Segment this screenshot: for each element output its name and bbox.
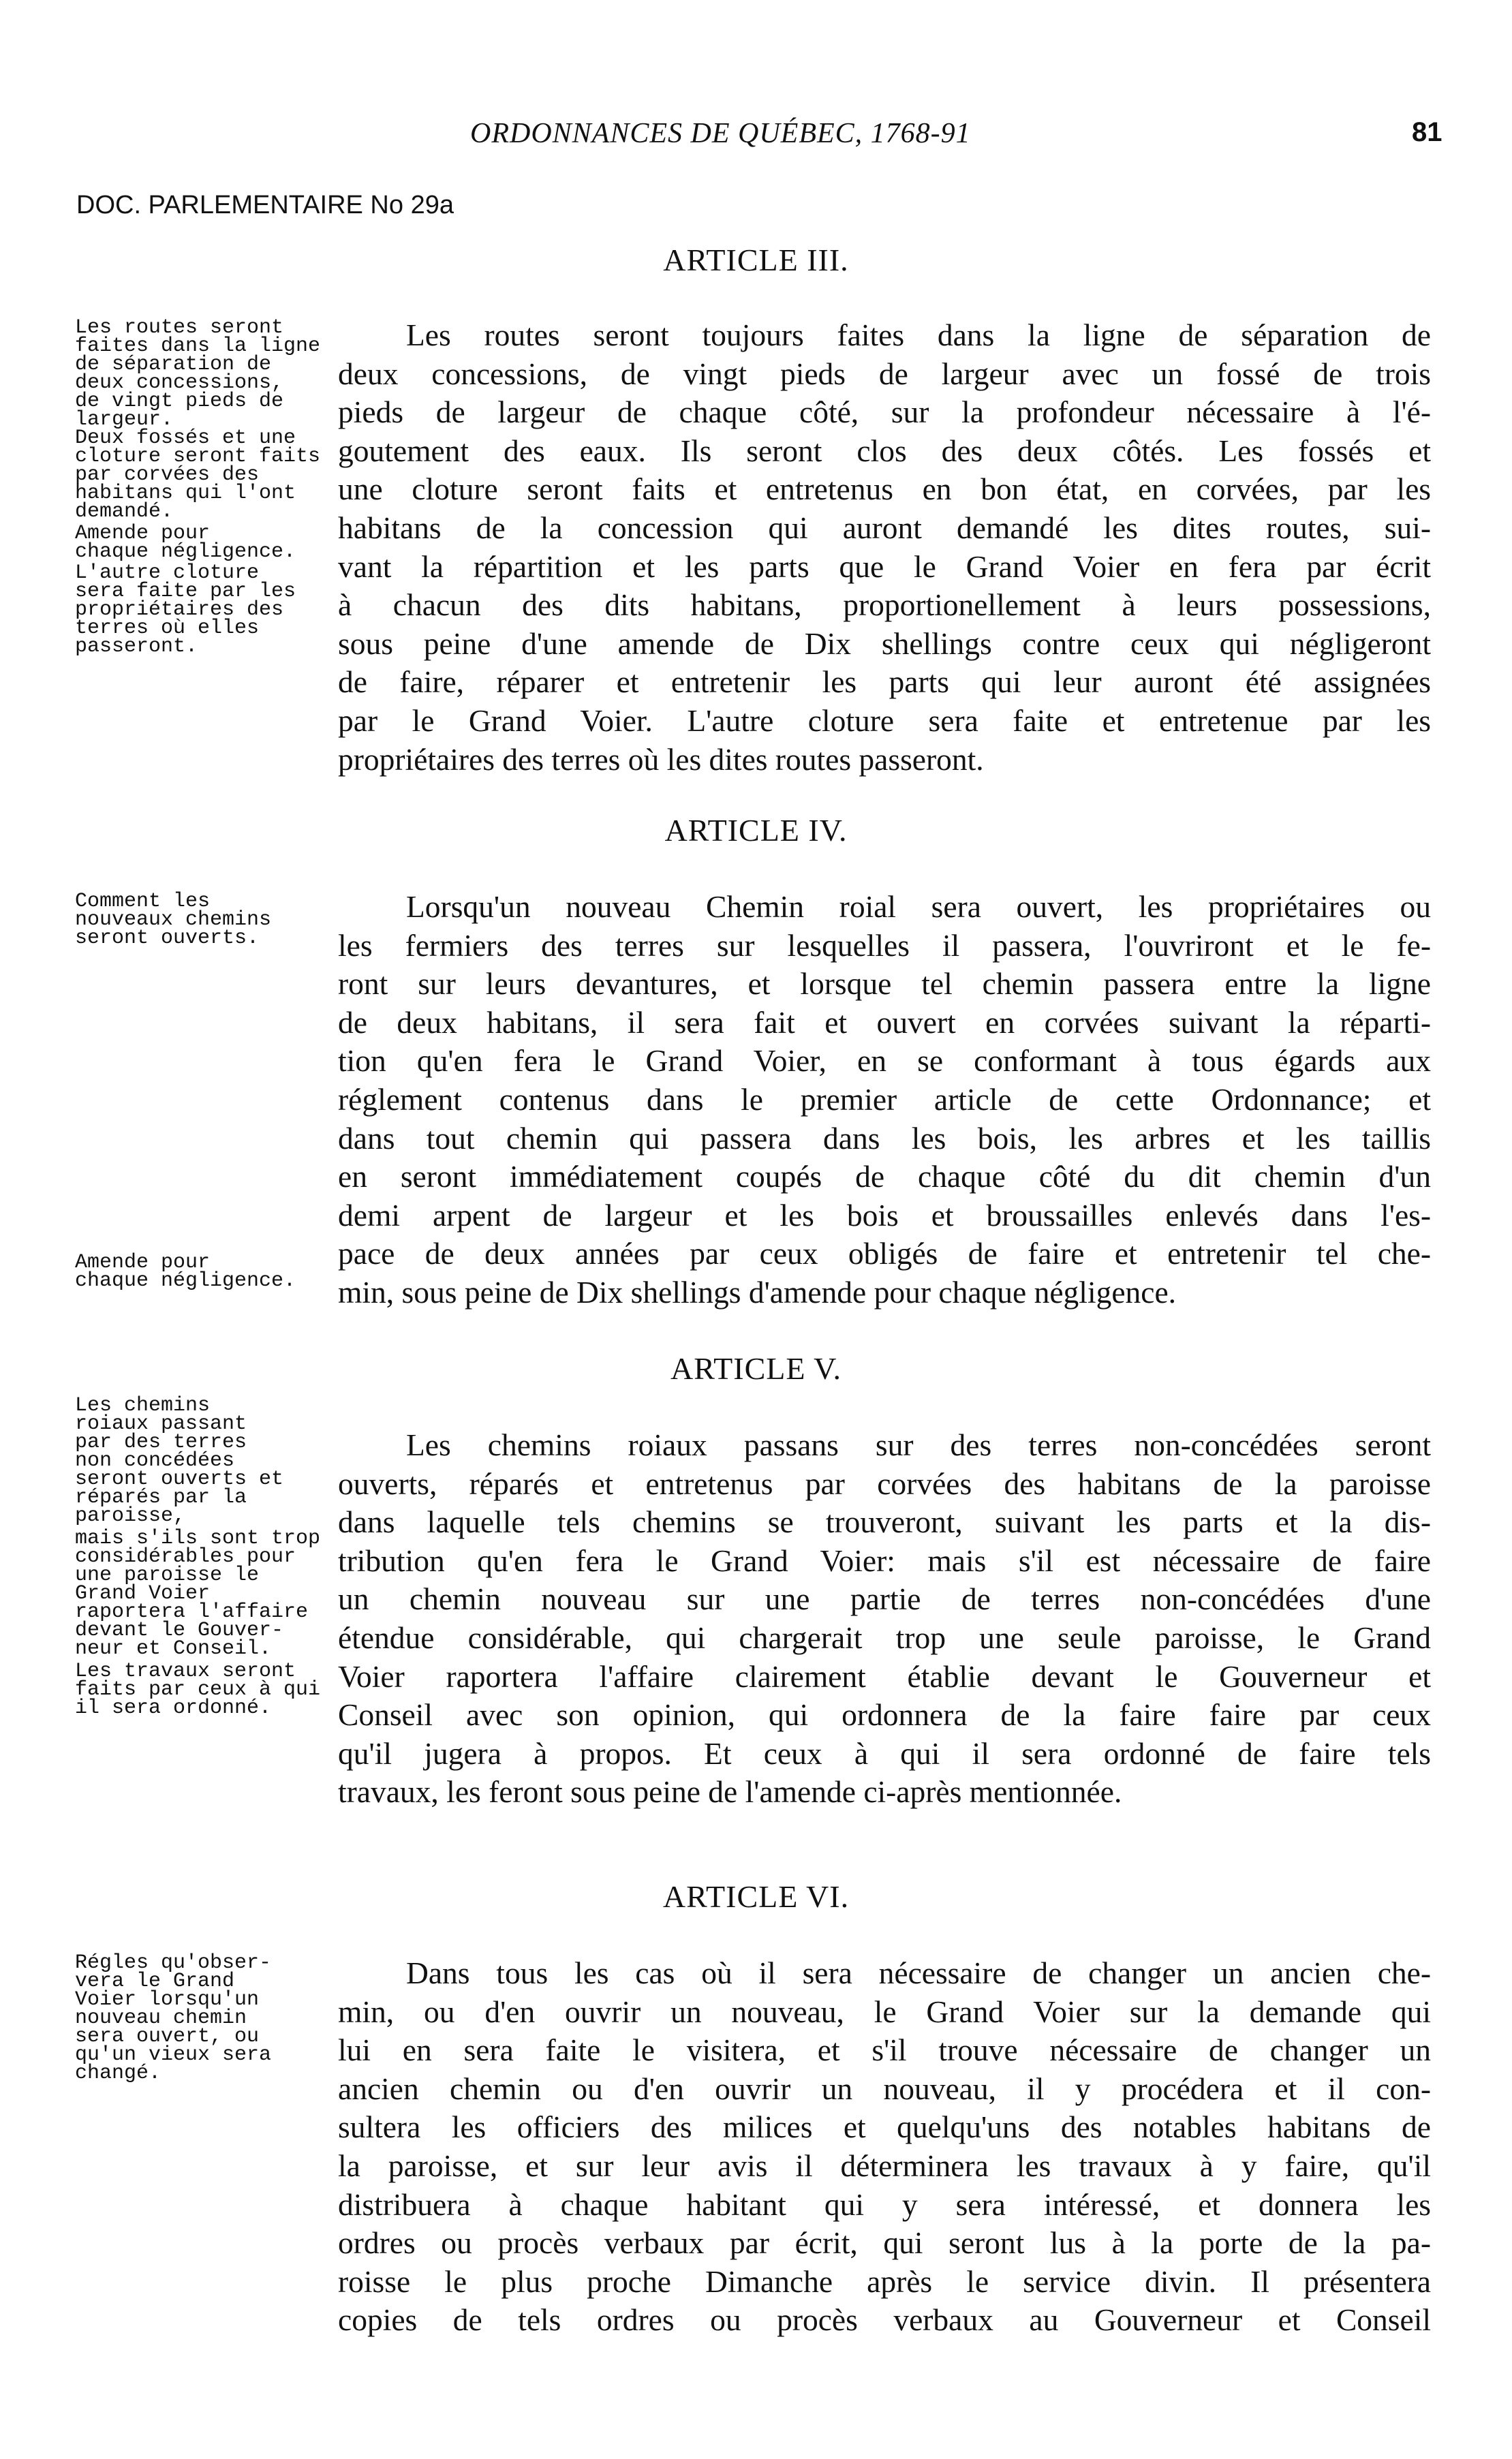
text-line: de faire, réparer et entretenir les parts qui leur auront été assignées: [338, 664, 1431, 700]
margin-note-line: paroisse,: [75, 1504, 186, 1528]
margin-note-line: Les chemins: [75, 1394, 211, 1417]
margin-note-line: faites dans la ligne: [75, 335, 321, 358]
text-line: sous peine d'une amende de Dix shellings contre ceux qui négligeront: [338, 625, 1431, 661]
margin-note-line: seront ouverts et: [75, 1468, 284, 1491]
text-line: Conseil avec son opinion, qui ordonnera de la faire faire par ceux: [338, 1697, 1431, 1733]
text-line: propriétaires des terres où les dites routes passeront.: [338, 741, 984, 777]
margin-note-line: il sera ordonné.: [75, 1697, 272, 1720]
text-line: ouverts, réparés et entretenus par corvées des habitans de la paroisse: [338, 1466, 1431, 1501]
article-4-heading: ARTICLE IV.: [664, 813, 848, 848]
margin-note-line: largeur.: [75, 408, 174, 431]
margin-note-line: sera ouvert, ou: [75, 2025, 260, 2048]
text-line: Les chemins roiaux passans sur des terres non-concédées seront: [406, 1427, 1431, 1462]
text-line: à chacun des dits habitans, proportionellement à leurs possessions,: [338, 587, 1431, 623]
text-line: une cloture seront faits et entretenus en bon état, en corvées, par les: [338, 471, 1431, 507]
text-line: dans laquelle tels chemins se trouveront, suivant les parts et la dis-: [338, 1504, 1431, 1540]
article-6-body: [338, 1954, 1431, 2340]
margin-note-line: Régles qu'obser-: [75, 1951, 272, 1975]
text-line: en seront immédiatement coupés de chaque côté du dit chemin d'un: [338, 1159, 1431, 1194]
article-3-heading: ARTICLE III.: [663, 243, 849, 277]
margin-note-line: par corvées des: [75, 463, 260, 486]
margin-note: [75, 1662, 334, 1718]
margin-note-line: de vingt pieds de: [75, 390, 284, 413]
text-line: par le Grand Voier. L'autre cloture sera faite et entretenue par les: [338, 702, 1431, 738]
margin-note-line: cloture seront faits: [75, 445, 321, 468]
margin-note-line: Amende pour: [75, 1251, 211, 1274]
margin-note-line: nouveaux chemins: [75, 908, 272, 931]
margin-note-line: vera le Grand: [75, 1970, 235, 1993]
text-line: de deux habitans, il sera fait et ouvert en corvées suivant la réparti-: [338, 1004, 1431, 1040]
margin-note-line: deux concessions,: [75, 371, 284, 395]
text-line: ordres ou procès verbaux par écrit, qui seront lus à la porte de la pa-: [338, 2225, 1431, 2261]
margin-note-line: neur et Conseil.: [75, 1637, 272, 1660]
text-line: travaux, les feront sous peine de l'amende ci-après mentionnée.: [338, 1774, 1122, 1810]
text-line: réglement contenus dans le premier article de cette Ordonnance; et: [338, 1081, 1431, 1117]
article-3-body: [338, 316, 1431, 779]
text-line: la paroisse, et sur leur avis il déterminera les travaux à y faire, qu'il: [338, 2148, 1431, 2183]
margin-note-line: L'autre cloture: [75, 561, 260, 585]
text-line: ront sur leurs devantures, et lorsque tel chemin passera entre la ligne: [338, 966, 1431, 1002]
margin-note-line: seront ouverts.: [75, 927, 260, 950]
margin-note-line: réparés par la: [75, 1486, 247, 1509]
text-line: pieds de largeur de chaque côté, sur la profondeur nécessaire à l'é-: [338, 395, 1431, 430]
margin-note-line: Comment les: [75, 890, 211, 913]
text-line: sultera les officiers des milices et quelqu'uns des notables habitans de: [338, 2109, 1431, 2145]
margin-note-line: Grand Voier: [75, 1582, 211, 1605]
margin-note-line: nouveau chemin: [75, 2007, 247, 2030]
text-line: min, sous peine de Dix shellings d'amende pour chaque négligence.: [338, 1274, 1177, 1310]
text-line: dans tout chemin qui passera dans les bois, les arbres et les taillis: [338, 1120, 1431, 1156]
margin-note-line: changé.: [75, 2062, 161, 2085]
article-5-body: [338, 1426, 1431, 1812]
text-line: qu'il jugera à propos. Et ceux à qui il sera ordonné de faire tels: [338, 1735, 1431, 1771]
text-line: min, ou d'en ouvrir un nouveau, le Grand Voier sur la demande qui: [338, 1994, 1431, 2029]
text-line: pace de deux années par ceux obligés de faire et entretenir tel che-: [338, 1236, 1431, 1271]
margin-note-line: devant le Gouver-: [75, 1619, 284, 1642]
margin-note-line: sera faite par les: [75, 580, 296, 603]
margin-note: [75, 890, 334, 950]
margin-note-line: non concédées: [75, 1449, 235, 1472]
text-line: roisse le plus proche Dimanche après le service divin. Il présentera: [338, 2263, 1431, 2299]
text-line: deux concessions, de vingt pieds de largeur avec un fossé de trois: [338, 356, 1431, 391]
margin-note-line: considérables pour: [75, 1545, 296, 1568]
margin-note-line: faits par ceux à qui: [75, 1678, 321, 1701]
text-line: Lorsqu'un nouveau Chemin roial sera ouvert, les propriétaires ou: [406, 889, 1431, 924]
text-line: Dans tous les cas où il sera nécessaire de changer un ancien che-: [406, 1955, 1431, 1990]
text-line: tribution qu'en fera le Grand Voier: mais s'il est nécessaire de faire: [338, 1543, 1431, 1578]
article-5-heading: ARTICLE V.: [670, 1351, 842, 1386]
running-title: ORDONNANCES DE QUÉBEC, 1768-91: [470, 118, 971, 149]
margin-note: [75, 316, 334, 431]
text-line: étendue considérable, qui chargerait trop une seule paroisse, le Grand: [338, 1620, 1431, 1655]
margin-note-line: par des terres: [75, 1431, 247, 1454]
margin-note-line: demandé.: [75, 500, 174, 523]
margin-note: [75, 522, 334, 563]
margin-note-line: Les travaux seront: [75, 1660, 296, 1683]
margin-note-line: habitans qui l'ont: [75, 482, 296, 505]
margin-note-line: Amende pour: [75, 522, 211, 545]
margin-note-line: mais s'ils sont trop: [75, 1527, 321, 1550]
margin-note-line: Deux fossés et une: [75, 427, 296, 450]
text-line: ancien chemin ou d'en ouvrir un nouveau, il y procédera et il con-: [338, 2071, 1431, 2106]
text-line: vant la répartition et les parts que le Grand Voier en fera par écrit: [338, 548, 1431, 584]
text-line: les fermiers des terres sur lesquelles il passera, l'ouvriront et le fe-: [338, 927, 1431, 963]
document-reference: DOC. PARLEMENTAIRE No 29a: [76, 191, 454, 219]
text-line: habitans de la concession qui auront demandé les dites routes, sui-: [338, 510, 1431, 545]
margin-note-line: passeront.: [75, 635, 198, 658]
page-number: 81: [1412, 117, 1442, 147]
text-line: tion qu'en fera le Grand Voier, en se conformant à tous égards aux: [338, 1043, 1431, 1079]
margin-note-line: raportera l'affaire: [75, 1600, 309, 1624]
margin-note-line: Voier lorsqu'un: [75, 1988, 260, 2011]
margin-note-line: roiaux passant: [75, 1412, 247, 1436]
margin-note-line: qu'un vieux sera: [75, 2043, 272, 2067]
article-4-body: [338, 888, 1431, 1312]
margin-note: [75, 1251, 334, 1293]
text-line: goutement des eaux. Ils seront clos des deux côtés. Les fossés et: [338, 433, 1431, 468]
margin-note: [75, 1951, 334, 2085]
margin-note-line: propriétaires des: [75, 598, 284, 621]
margin-note: [75, 561, 334, 658]
margin-note: [75, 429, 334, 521]
text-line: Les routes seront toujours faites dans la ligne de séparation de: [406, 318, 1431, 352]
text-line: distribuera à chaque habitant qui y sera intéressé, et donnera les: [338, 2186, 1431, 2222]
margin-note-line: Les routes seront: [75, 316, 284, 339]
margin-note: [75, 1527, 334, 1660]
text-line: Voier raportera l'affaire clairement établie devant le Gouverneur et: [338, 1658, 1431, 1694]
text-line: lui en sera faite le visitera, et s'il trouve nécessaire de changer un: [338, 2032, 1431, 2068]
margin-note-line: chaque négligence.: [75, 1269, 296, 1293]
margin-note-line: une paroisse le: [75, 1564, 260, 1587]
text-line: un chemin nouveau sur une partie de terres non-concédées d'une: [338, 1581, 1431, 1617]
margin-note-line: chaque négligence.: [75, 540, 296, 563]
margin-note-line: de séparation de: [75, 353, 272, 376]
text-line: copies de tels ordres ou procès verbaux au Gouverneur et Conseil: [338, 2302, 1431, 2338]
text-line: demi arpent de largeur et les bois et broussailles enlevés dans l'es-: [338, 1197, 1431, 1233]
margin-note-line: terres où elles: [75, 617, 260, 640]
margin-note: [75, 1394, 334, 1528]
article-6-heading: ARTICLE VI.: [662, 1879, 850, 1914]
